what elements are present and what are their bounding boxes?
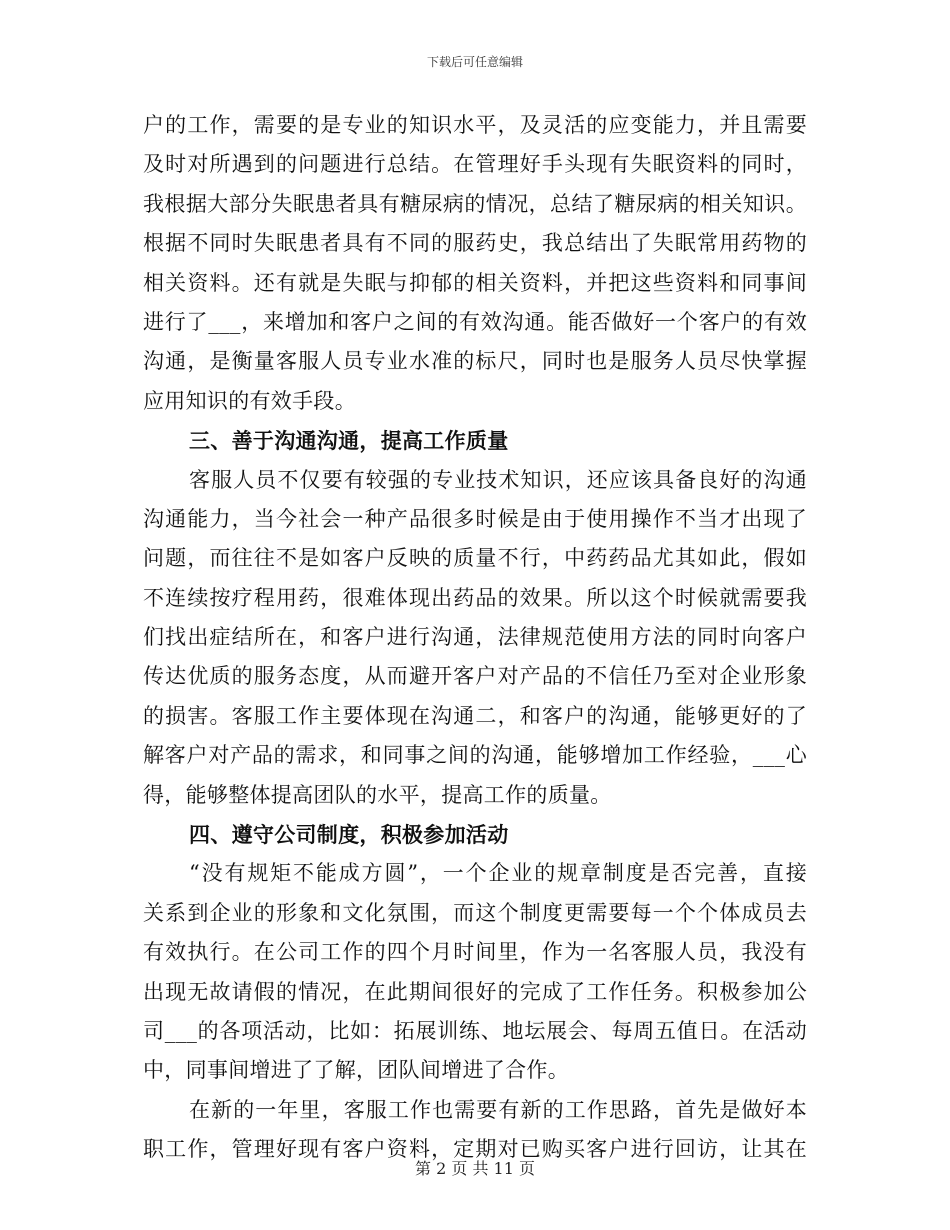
body-line: 沟通能力，当今社会一种产品很多时候是由于使用操作不当才出现了 [143, 506, 807, 531]
body-line: 根据不同时失眠患者具有不同的服药史，我总结出了失眠常用药物的 [143, 231, 807, 256]
body-line: 客服人员不仅要有较强的专业技术知识，还应该具备良好的沟通 [189, 467, 807, 492]
body-line: 传达优质的服务态度，从而避开客户对产品的不信任乃至对企业形象 [143, 664, 807, 689]
body-line: 们找出症结所在，和客户进行沟通，法律规范使用方法的同时向客户 [143, 625, 807, 650]
body-line: 沟通，是衡量客服人员专业水准的标尺，同时也是服务人员尽快掌握 [143, 349, 807, 374]
section-heading: 三、善于沟通沟通，提高工作质量 [189, 428, 509, 454]
page-header: 下载后可任意编辑 [426, 55, 523, 69]
body-line: 得，能够整体提高团队的水平，提高工作的质量。 [143, 782, 612, 807]
body-line: 中，同事间增进了了解，团队间增进了合作。 [143, 1058, 569, 1083]
body-line: 出现无故请假的情况，在此期间很好的完成了工作任务。积极参加公 [143, 979, 807, 1004]
page-number: 第 2 页 共 11 页 [415, 1159, 535, 1178]
body-line: “没有规矩不能成方圆”，一个企业的规章制度是否完善，直接 [189, 861, 807, 886]
body-line: 我根据大部分失眠患者具有糖尿病的情况，总结了糖尿病的相关知识。 [143, 191, 807, 216]
body-line: 相关资料。还有就是失眠与抑郁的相关资料，并把这些资料和同事间 [143, 270, 807, 295]
body-line: 关系到企业的形象和文化氛围，而这个制度更需要每一个个体成员去 [143, 900, 807, 925]
body-line: 司___的各项活动，比如：拓展训练、地坛展会、每周五值日。在活动 [143, 1018, 807, 1043]
body-line: 进行了___，来增加和客户之间的有效沟通。能否做好一个客户的有效 [143, 309, 807, 334]
section-heading: 四、遵守公司制度，积极参加活动 [189, 822, 509, 848]
body-line: 户的工作，需要的是专业的知识水平，及灵活的应变能力，并且需要 [143, 113, 807, 137]
body-line: 解客户对产品的需求，和同事之间的沟通，能够增加工作经验，___心 [143, 743, 807, 768]
body-line: 职工作，管理好现有客户资料，定期对已购买客户进行回访，让其在 [143, 1137, 807, 1162]
body-line: 及时对所遇到的问题进行总结。在管理好手头现有失眠资料的同时， [143, 152, 807, 177]
body-line: 应用知识的有效手段。 [143, 388, 356, 413]
body-line: 有效执行。在公司工作的四个月时间里，作为一名客服人员，我没有 [143, 940, 807, 965]
document-body [143, 106, 807, 1170]
body-line: 问题，而往往不是如客户反映的质量不行，中药药品尤其如此，假如 [143, 546, 807, 571]
body-line: 的损害。客服工作主要体现在沟通二，和客户的沟通，能够更好的了 [143, 703, 807, 728]
body-line: 不连续按疗程用药，很难体现出药品的效果。所以这个时候就需要我 [143, 585, 807, 610]
body-line: 在新的一年里，客服工作也需要有新的工作思路，首先是做好本 [189, 1097, 807, 1122]
